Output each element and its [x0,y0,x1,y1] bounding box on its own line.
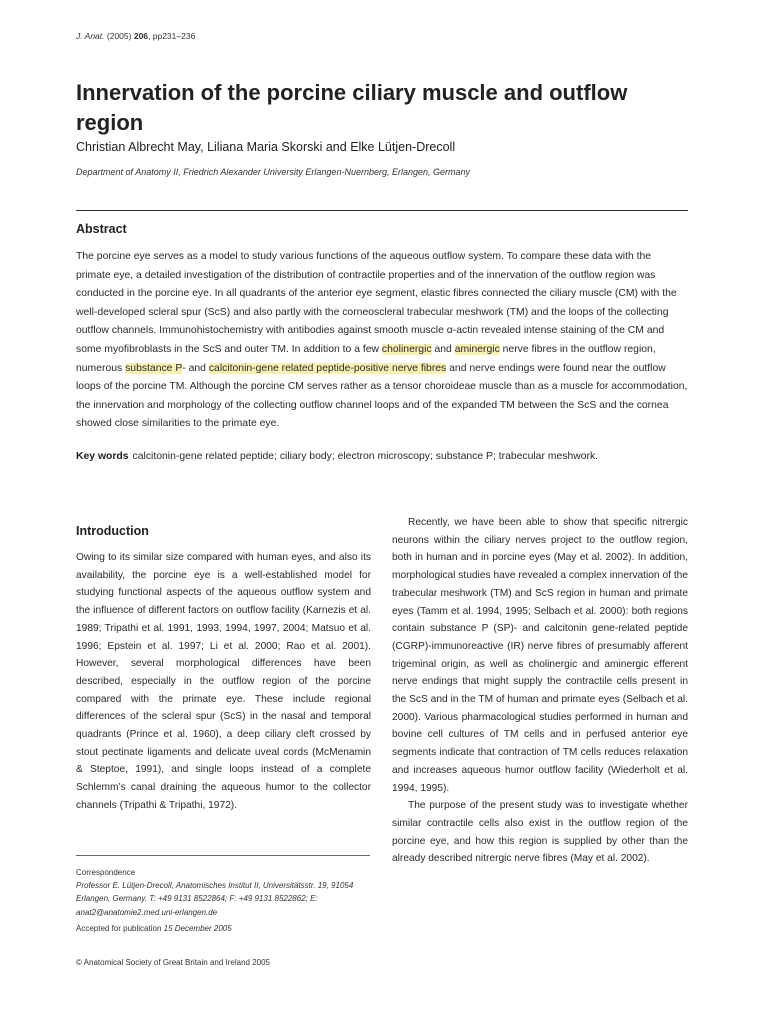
correspondence-note [76,866,376,919]
accepted-date: 15 December 2005 [163,924,232,933]
correspondence-text: Professor E. Lütjen-Drecoll, Anatomisches Institut II, Universitätsstr. 19, 91054 Erlangen, Germany. T: +49 9131 8522864; F: +49 9131 8522862; E: anat2@anatomie2.med.uni-erlangen.de [76,881,354,917]
introduction-paragraph-1: Owing to its similar size compared with human eyes, and also its availability, the porcine eye is a well-established model for studying functional aspects of the aqueous outflow system and the influence of different factors on outflow facility (Karnezis et al. 1989; Tripathi et al. 1991, 1993, 1994, 1997, 2004; Matsuo et al. 1996; Epstein et al. 1997; Li et al. 2000; Rao et al. 2001). However, several morphological differences have been described, especially in the outflow region of the porcine compared with the primate eye. These include regional differences of the scleral spur (ScS) in the nasal and temporal quadrants (Prince et al. 1960), a deep ciliary cleft crossed by stout pectinate ligaments and delicate uveal cords (McMenamin & Steptoe, 1991), and single loops instead of a complete Schlemm’s canal draining the aqueous humor to the collector channels (Tripathi & Tripathi, 1972). [76,552,371,811]
article-title: Innervation of the porcine ciliary muscle and outflow region [76,80,628,135]
footnote-divider [76,855,370,856]
abstract-heading: Abstract [76,222,127,236]
copyright-notice: © Anatomical Society of Great Britain and Ireland 2005 [76,958,271,967]
author-affiliation: Department of Anatomy II, Friedrich Alexander University Erlangen-Nuernberg, Erlangen, Germany [76,167,471,177]
abstract-text-part: The porcine eye serves as a model to study various functions of the aqueous outflow system. To compare these data with the primate eye, a detailed investigation of the distribution of contractile properties and of the innervation of the outflow region was conducted in the porcine eye. In all quadrants of the anterior eye segment, elastic fibres connected the ciliary muscle (CM) with the well-developed scleral spur (ScS) and also partly with the corneoscleral trabecular meshwork (TM) and the loops of the collecting outflow channels. Immunohistochemistry with antibodies against smooth muscle α-actin revealed intense staining of the CM and some myofibroblasts in the ScS and outer TM. In addition to a few [76,251,677,355]
journal-name: J. Anat. [76,31,105,41]
accepted-label: Accepted for publication [76,924,162,933]
keywords-label: Key words [76,451,129,462]
right-column [392,514,688,868]
introduction-paragraph-2: Recently, we have been able to show that specific nitrergic neurons within the ciliary nerves project to the outflow region, both in human and in porcine eyes (May et al. 2002). In addition, morphological studies have revealed a complex innervation of the trabecular meshwork (TM) and ScS region in human and primate eyes (Tamm et al. 1994, 1995; Selbach et al. 2000): both regions contain substance P (SP)- and calcitonin gene-related peptide (CGRP)-immunoreactive (IR) nerve fibres of presumably afferent trigeminal origin, as well as cholinergic and aminergic efferent nerve endings that might supply the contractile cells present in the ScS and in the TM of human and primate eyes (Selbach et al. 2000). Various pharmacological studies performed in human and bovine cell cultures of TM cells and in perfused anterior eye segments indicate that contraction of TM cells reduces relaxation and increases aqueous humor outflow facility (Wiederholt et al. 1994, 1995). [392,517,688,794]
abstract-text-part: - and [182,362,209,374]
journal-citation [76,31,195,41]
highlight-cholinergic[interactable]: cholinergic [381,343,432,355]
journal-pages: , pp231–236 [148,31,196,41]
header-divider [76,210,688,211]
keywords [76,451,688,462]
abstract-text-part: and [431,343,455,355]
accepted-note [76,924,232,933]
journal-volume: 206 [133,31,149,41]
highlight-cgrp-fibres[interactable]: calcitonin-gene related peptide-positive nerve fibres [208,362,447,374]
keywords-text: calcitonin-gene related peptide; ciliary body; electron microscopy; substance P; trabecular meshwork. [132,451,599,462]
abstract-text-part: nerve fibres in the outflow region, numerous [76,343,656,374]
introduction-heading: Introduction [76,524,149,538]
author-list: Christian Albrecht May, Liliana Maria Skorski and Elke Lütjen-Drecoll [76,140,456,154]
correspondence-label: Correspondence [76,868,136,877]
introduction-paragraph-3: The purpose of the present study was to investigate whether similar contractile cells also exist in the outflow region of the porcine eye, and how this region is supplied by other than the already described nitrergic nerve fibres (May et al. 2002). [392,800,688,865]
abstract-text [76,248,688,434]
highlight-aminergic[interactable]: aminergic [454,343,500,355]
abstract-text-part: and nerve endings were found near the outflow loops of the porcine TM. Although the porcine CM serves rather as a tensor choroideae muscle than as a muscle for accommodation, the innervation and morphology of the collecting outflow channel loops and of the expanded TM between the ScS and the cornea showed close similarities to the primate eye. [76,362,688,430]
journal-year: (2005) [106,31,132,41]
highlight-substance-p[interactable]: substance P [125,362,183,374]
